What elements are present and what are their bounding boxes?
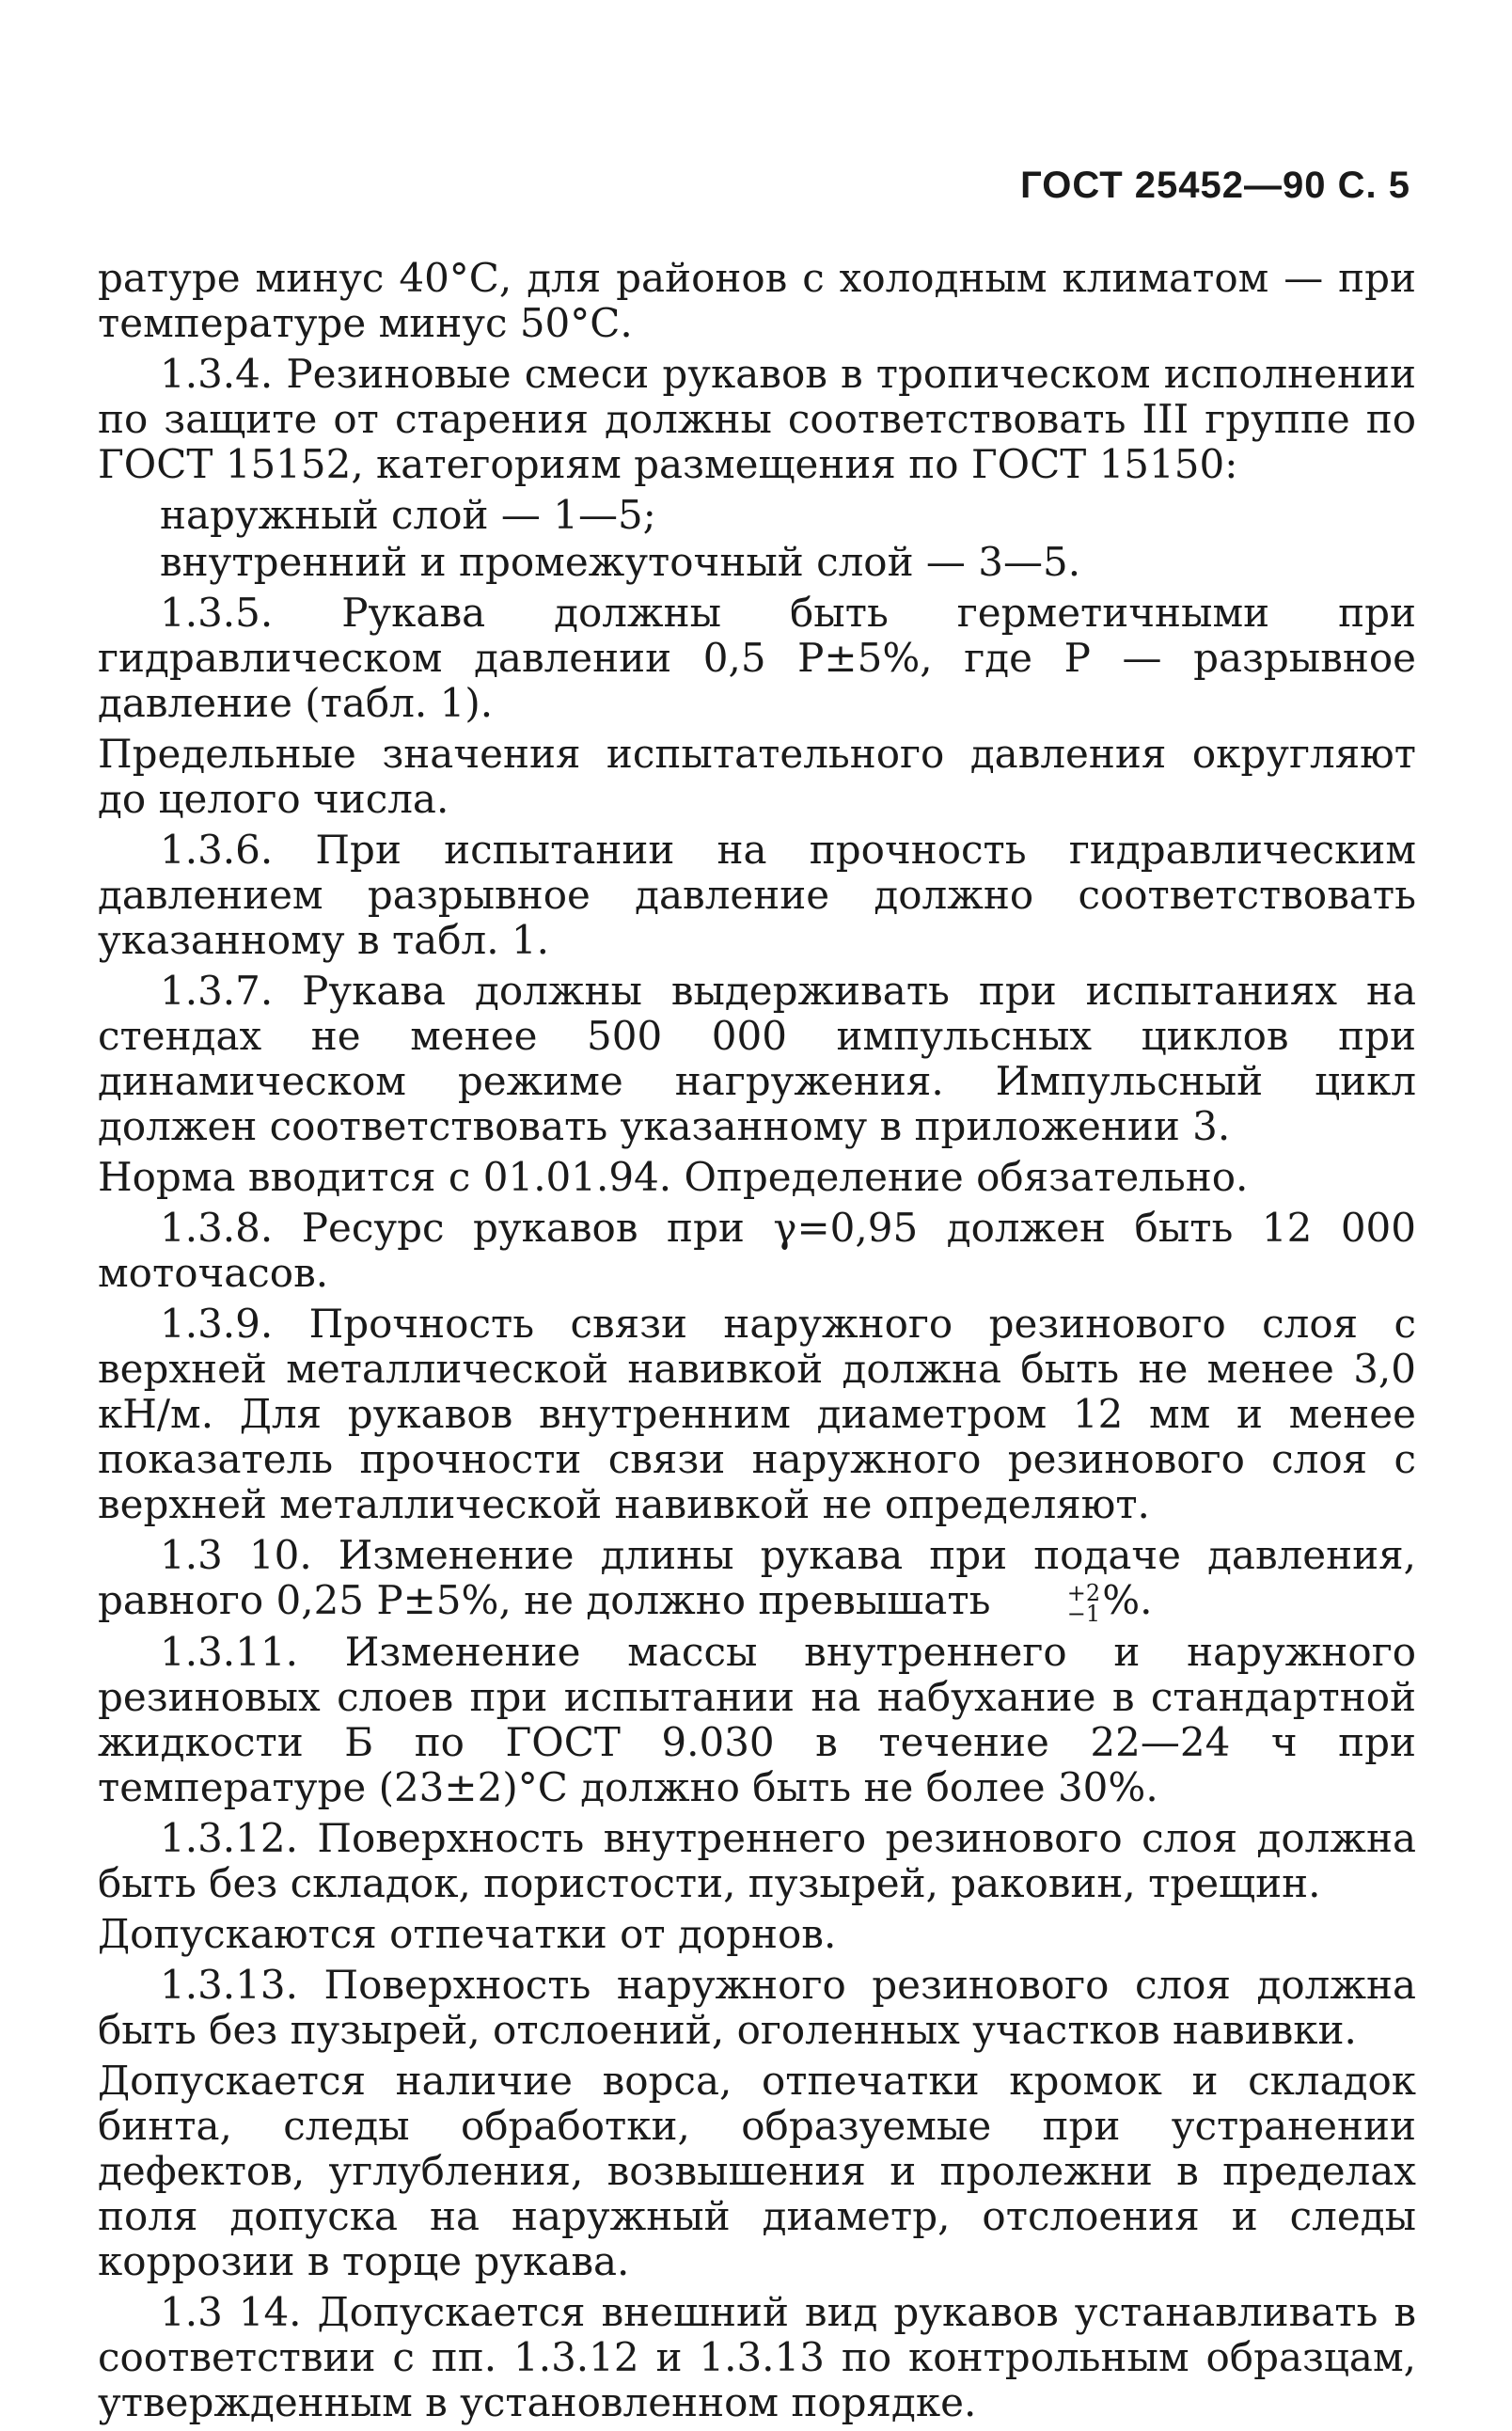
paragraph-inner-layer: внутренний и промежуточный слой — 3—5. — [160, 539, 1081, 585]
page-header: ГОСТ 25452—90 С. 5 — [1020, 165, 1410, 206]
paragraph-1-3-6: 1.3.6. При испытании на прочность гидравлическим давлением разрывное давление должно соответствовать указанному в табл. 1. — [98, 827, 1416, 963]
paragraph-norm-date: Норма вводится с 01.01.94. Определение обязательно. — [98, 1154, 1249, 1200]
tolerance-lower: −1 — [1066, 1601, 1101, 1627]
paragraph-continuation: ратуре минус 40°С, для районов с холодным климатом — при температуре минус 50°С. — [98, 255, 1416, 346]
document-body — [98, 256, 1416, 2431]
paragraph-1-3-10 — [98, 1532, 1416, 1627]
paragraph-1-3-12: 1.3.12. Поверхность внутреннего резинового слоя должна быть без складок, пористости, пузырей, раковин, трещин. — [98, 1815, 1416, 1906]
tolerance-upper: +2 — [1066, 1580, 1101, 1606]
paragraph-1-3-13: 1.3.13. Поверхность наружного резинового слоя должна быть без пузырей, отслоений, оголенных участков навивки. — [98, 1962, 1416, 2053]
paragraph-mandrel-prints: Допускаются отпечатки от дорнов. — [98, 1911, 837, 1957]
paragraph-allowed-defects: Допускается наличие ворса, отпечатки кромок и складок бинта, следы обработки, образуемые при устранении дефектов, углубления, возвышения и пролежни в пределах поля допуска на наружный диаметр, отслоения и следы коррозии в торце рукава. — [98, 2058, 1416, 2284]
paragraph-1-3-5: 1.3.5. Рукава должны быть герметичными при гидравлическом давлении 0,5 P±5%, где P — разрывное давление (табл. 1). — [98, 590, 1416, 726]
paragraph-1-3-8: 1.3.8. Ресурс рукавов при γ=0,95 должен быть 12 000 моточасов. — [98, 1205, 1416, 1296]
tolerance-unit: %. — [1102, 1577, 1153, 1623]
paragraph-test-pressure: Предельные значения испытательного давления округляют до целого числа. — [98, 731, 1416, 822]
tolerance-fraction — [1005, 1580, 1101, 1627]
paragraph-1-3-7: 1.3.7. Рукава должны выдерживать при испытаниях на стендах не менее 500 000 импульсных циклов при динамическом режиме нагружения. Импульсный цикл должен соответствовать указанному в приложении 3. — [98, 968, 1416, 1149]
paragraph-1-3-4: 1.3.4. Резиновые смеси рукавов в тропическом исполнении по защите от старения должны соответствовать III группе по ГОСТ 15152, категориям размещения по ГОСТ 15150: — [98, 351, 1416, 487]
paragraph-1-3-11: 1.3.11. Изменение массы внутреннего и наружного резиновых слоев при испытании на набухание в стандартной жидкости Б по ГОСТ 9.030 в течение 22—24 ч при температуре (23±2)°С должно быть не более 30%. — [98, 1629, 1416, 1810]
paragraph-1-3-10-text: 1.3 10. Изменение длины рукава при подаче давления, равного 0,25 P±5%, не должно превышать — [98, 1532, 1416, 1623]
paragraph-1-3-9: 1.3.9. Прочность связи наружного резинового слоя с верхней металлической навивкой должна быть не менее 3,0 кН/м. Для рукавов внутренним диаметром 12 мм и менее показатель прочности связи наружного резинового слоя с верхней металлической навивкой не определяют. — [98, 1301, 1416, 1527]
paragraph-1-3-14: 1.3 14. Допускается внешний вид рукавов устанавливать в соответствии с пп. 1.3.12 и 1.3.13 по контрольным образцам, утвержденным в установленном порядке. — [98, 2289, 1416, 2425]
paragraph-outer-layer: наружный слой — 1—5; — [160, 492, 656, 538]
